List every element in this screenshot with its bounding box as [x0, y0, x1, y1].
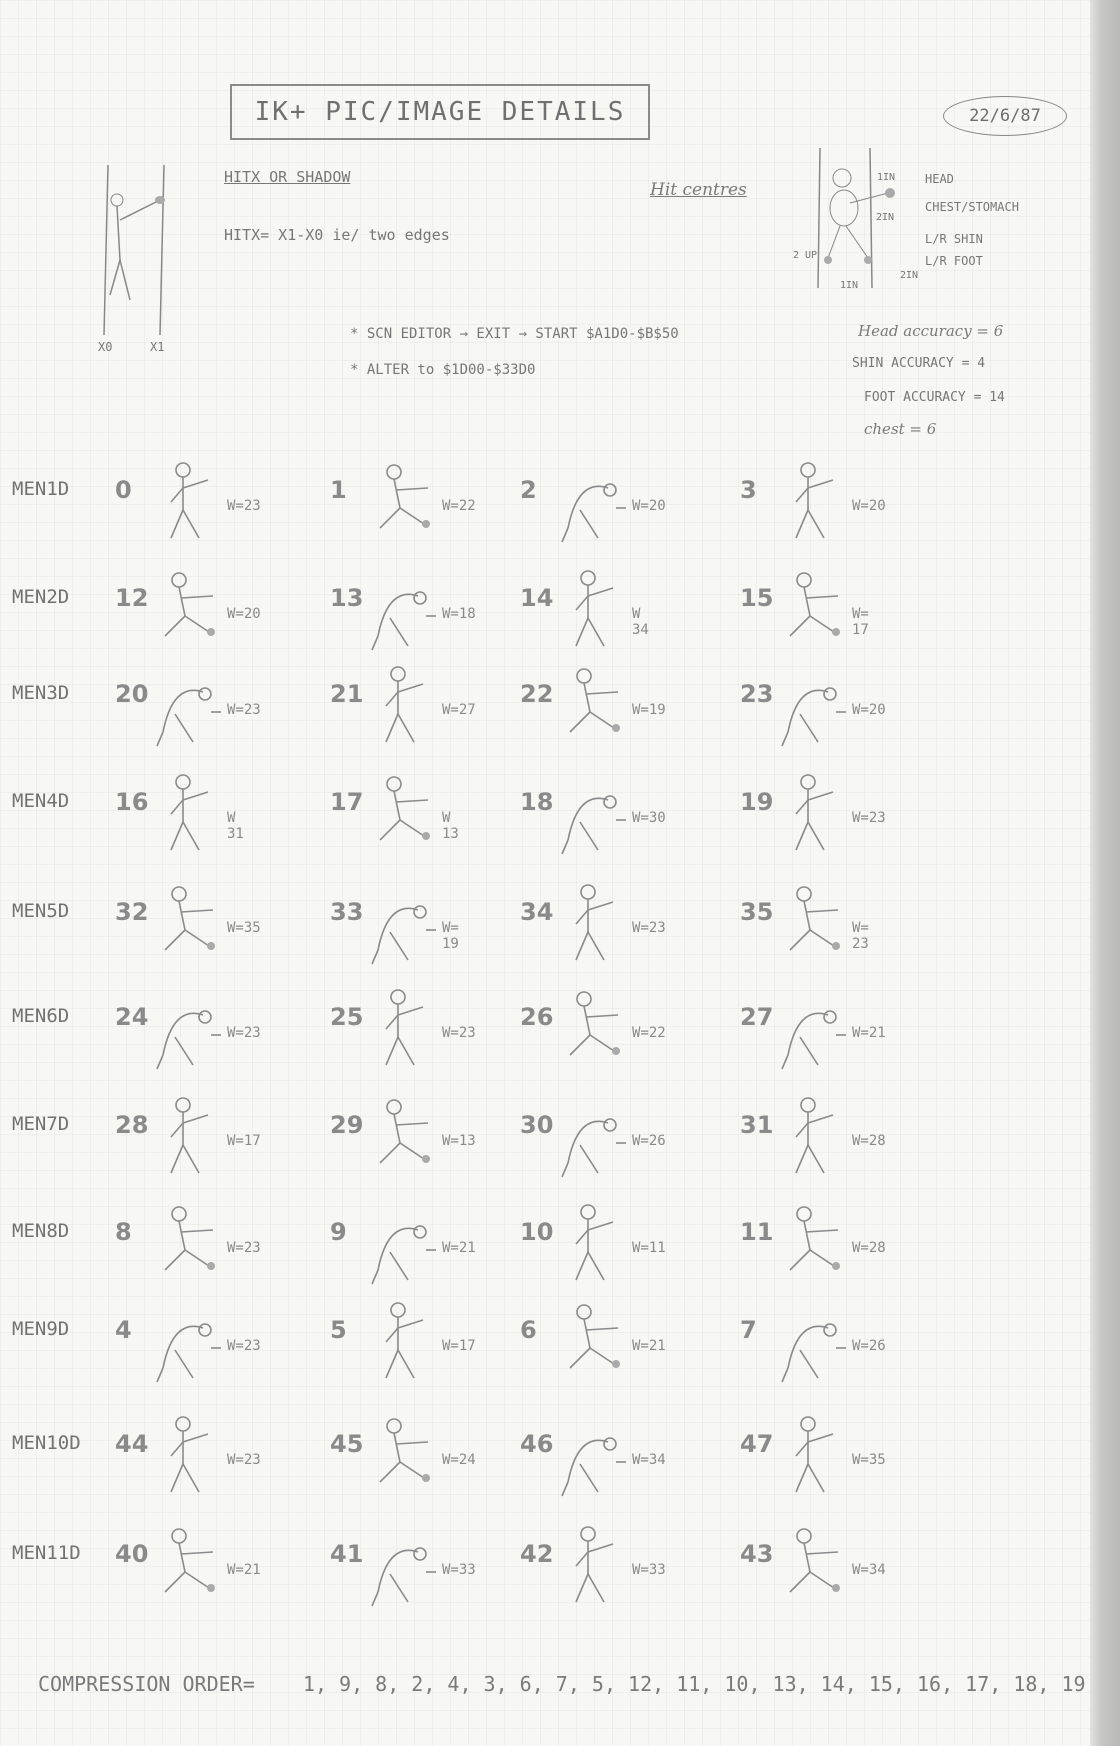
offset-head: 1IN [877, 172, 896, 183]
width-note: W=21 [442, 1240, 476, 1256]
row-label: MEN10D [12, 1432, 81, 1454]
page-title-text: IK+ PIC/IMAGE DETAILS [254, 97, 626, 127]
width-note: W=17 [227, 1133, 261, 1149]
sprite-figure [330, 985, 476, 1085]
row-label: MEN8D [12, 1220, 70, 1242]
width-note: W= 19 [442, 920, 459, 952]
stick-figure-sketch [778, 1412, 848, 1502]
row-label: MEN11D [12, 1542, 81, 1564]
figure-number: 26 [520, 1003, 554, 1031]
row-label: MEN6D [12, 1005, 70, 1027]
width-note: W 31 [227, 810, 244, 842]
stick-figure-sketch [778, 1522, 848, 1612]
width-note: W=20 [227, 606, 261, 622]
stick-figure-sketch [153, 662, 223, 752]
sprite-figure [330, 880, 459, 980]
stick-figure-sketch [558, 1298, 628, 1388]
sprite-figure [740, 662, 886, 762]
sprite-figure [520, 662, 666, 762]
stick-figure-sketch [558, 1522, 628, 1612]
figure-number: 18 [520, 788, 554, 816]
stick-figure-sketch [778, 566, 848, 656]
hitx-formula: HITX= X1-X0 ie/ two edges [224, 226, 450, 244]
figure-number: 8 [115, 1218, 132, 1246]
width-note: W=28 [852, 1133, 886, 1149]
offset-foot-left: 1IN [840, 280, 859, 291]
stick-figure-sketch [778, 1200, 848, 1290]
width-note: W=11 [632, 1240, 666, 1256]
part-shin: L/R SHIN [925, 232, 983, 246]
width-note: W= 17 [852, 606, 869, 638]
sprite-figure [740, 1412, 886, 1512]
figure-number: 25 [330, 1003, 364, 1031]
figure-number: 20 [115, 680, 149, 708]
sprite-figure [740, 1298, 886, 1398]
width-note: W=21 [227, 1562, 261, 1578]
width-note: W=20 [852, 702, 886, 718]
stick-figure-sketch [153, 985, 223, 1075]
stick-figure-sketch [368, 1093, 438, 1183]
figure-number: 19 [740, 788, 774, 816]
stick-figure-sketch [558, 770, 628, 860]
stick-figure-sketch [153, 1093, 223, 1183]
stick-figure-sketch [558, 880, 628, 970]
shadow-diagram [90, 160, 180, 350]
width-note: W=35 [227, 920, 261, 936]
sprite-figure [330, 458, 476, 558]
sprite-figure [740, 880, 869, 980]
figure-number: 24 [115, 1003, 149, 1031]
sprite-figure [115, 985, 261, 1085]
stick-figure-sketch [153, 458, 223, 548]
sprite-figure [520, 985, 666, 1085]
sprite-figure [520, 566, 649, 666]
sprite-figure [740, 1093, 886, 1193]
sprite-figure [115, 770, 244, 870]
sprite-figure [740, 1200, 886, 1300]
figure-number: 30 [520, 1111, 554, 1139]
width-note: W=21 [632, 1338, 666, 1354]
compression-order [38, 1672, 1086, 1696]
width-note: W=23 [227, 1025, 261, 1041]
sprite-figure [740, 985, 886, 1085]
figure-number: 21 [330, 680, 364, 708]
figure-number: 6 [520, 1316, 537, 1344]
figure-number: 3 [740, 476, 757, 504]
figure-number: 40 [115, 1540, 149, 1568]
figure-number: 34 [520, 898, 554, 926]
row-label: MEN5D [12, 900, 70, 922]
edge-label-x1: X1 [150, 340, 165, 354]
sprite-figure [330, 1093, 476, 1193]
stick-figure-sketch [153, 880, 223, 970]
figure-number: 45 [330, 1430, 364, 1458]
width-note: W=34 [852, 1562, 886, 1578]
figure-number: 7 [740, 1316, 757, 1344]
sprite-figure [115, 458, 261, 558]
width-note: W=33 [442, 1562, 476, 1578]
figure-number: 35 [740, 898, 774, 926]
width-note: W=35 [852, 1452, 886, 1468]
scan-edge [1090, 0, 1120, 1746]
sprite-figure [520, 770, 666, 870]
stick-figure-sketch [368, 1298, 438, 1388]
sprite-figure [330, 770, 459, 870]
width-note: W=23 [442, 1025, 476, 1041]
width-note: W=23 [227, 1338, 261, 1354]
stick-figure-sketch [558, 1200, 628, 1290]
reminder-1: * SCN EDITOR → EXIT → START $A1D0-$B$50 [350, 326, 679, 342]
figure-number: 16 [115, 788, 149, 816]
width-note: W=21 [852, 1025, 886, 1041]
stick-figure-sketch [368, 770, 438, 860]
stick-figure-sketch [153, 1298, 223, 1388]
width-note: W=24 [442, 1452, 476, 1468]
figure-number: 0 [115, 476, 132, 504]
sprite-figure [330, 1412, 476, 1512]
hit-centres-heading: Hit centres [650, 180, 747, 200]
stick-figure-sketch [368, 880, 438, 970]
part-head: HEAD [925, 172, 954, 186]
page-title [230, 84, 650, 140]
figure-number: 22 [520, 680, 554, 708]
sprite-figure [520, 1093, 666, 1193]
part-foot: L/R FOOT [925, 254, 983, 268]
stick-figure-sketch [558, 1093, 628, 1183]
figure-number: 15 [740, 584, 774, 612]
figure-number: 10 [520, 1218, 554, 1246]
row-label: MEN4D [12, 790, 70, 812]
stick-figure-sketch [153, 1412, 223, 1502]
sprite-figure [520, 1412, 666, 1512]
sprite-figure [740, 1522, 886, 1622]
width-note: W=23 [227, 1240, 261, 1256]
sprite-figure [740, 566, 869, 666]
row-label: MEN2D [12, 586, 70, 608]
figure-number: 44 [115, 1430, 149, 1458]
hit-centres-diagram [790, 148, 910, 298]
figure-number: 46 [520, 1430, 554, 1458]
width-note: W=23 [227, 1452, 261, 1468]
stick-figure-sketch [558, 458, 628, 548]
width-note: W=22 [632, 1025, 666, 1041]
figure-number: 17 [330, 788, 364, 816]
foot-accuracy: FOOT ACCURACY = 14 [864, 390, 1005, 405]
stick-figure-sketch [368, 1522, 438, 1612]
stick-figure-sketch [778, 880, 848, 970]
sprite-figure [740, 458, 886, 558]
sprite-figure [115, 662, 261, 762]
width-note: W=20 [632, 498, 666, 514]
sprite-figure [330, 566, 476, 666]
figure-number: 43 [740, 1540, 774, 1568]
part-chest: CHEST/STOMACH [925, 200, 1019, 214]
width-note: W= 23 [852, 920, 869, 952]
width-note: W 34 [632, 606, 649, 638]
stick-figure-sketch [153, 770, 223, 860]
figure-number: 47 [740, 1430, 774, 1458]
width-note: W=33 [632, 1562, 666, 1578]
stick-figure-sketch [368, 458, 438, 548]
date-stamp [943, 96, 1067, 136]
sprite-figure [520, 458, 666, 558]
stick-figure-sketch [368, 566, 438, 656]
width-note: W=30 [632, 810, 666, 826]
offset-foot-right: 2IN [900, 270, 919, 281]
compression-order-sequence: 1, 9, 8, 2, 4, 3, 6, 7, 5, 12, 11, 10, 13, 14, 15, 16, 17, 18, 19 [302, 1672, 1086, 1696]
sprite-figure [520, 880, 666, 980]
figure-number: 14 [520, 584, 554, 612]
stick-figure-sketch [153, 1522, 223, 1612]
figure-number: 29 [330, 1111, 364, 1139]
stick-figure-sketch [778, 985, 848, 1075]
row-label: MEN9D [12, 1318, 70, 1340]
row-label: MEN1D [12, 478, 70, 500]
width-note: W=34 [632, 1452, 666, 1468]
stick-figure-sketch [368, 662, 438, 752]
hitx-heading: HITX OR SHADOW [224, 168, 351, 186]
sprite-figure [330, 1522, 476, 1622]
figure-number: 1 [330, 476, 347, 504]
width-note: W 13 [442, 810, 459, 842]
offset-chest: 2IN [876, 212, 895, 223]
stick-figure-sketch [558, 566, 628, 656]
chest-accuracy: chest = 6 [864, 420, 937, 438]
stick-figure-sketch [778, 458, 848, 548]
width-note: W=27 [442, 702, 476, 718]
offset-shin: 2 UP [793, 250, 818, 261]
width-note: W=22 [442, 498, 476, 514]
sprite-figure [520, 1200, 666, 1300]
figure-number: 11 [740, 1218, 774, 1246]
sprite-figure [115, 880, 261, 980]
sprite-figure [115, 1093, 261, 1193]
width-note: W=23 [632, 920, 666, 936]
row-label: MEN3D [12, 682, 70, 704]
sprite-figure [520, 1298, 666, 1398]
figure-number: 13 [330, 584, 364, 612]
width-note: W=13 [442, 1133, 476, 1149]
stick-figure-sketch [153, 1200, 223, 1290]
date-text: 22/6/87 [969, 106, 1041, 126]
sprite-figure [330, 1298, 476, 1398]
figure-number: 42 [520, 1540, 554, 1568]
sprite-figure [740, 770, 886, 870]
figure-number: 2 [520, 476, 537, 504]
row-label: MEN7D [12, 1113, 70, 1135]
sprite-figure [330, 1200, 476, 1300]
shin-accuracy: SHIN ACCURACY = 4 [852, 356, 986, 371]
sprite-figure [520, 1522, 666, 1622]
stick-figure-sketch [368, 1200, 438, 1290]
figure-number: 4 [115, 1316, 132, 1344]
sprite-figure [115, 1200, 261, 1300]
figure-number: 32 [115, 898, 149, 926]
edge-label-x0: X0 [98, 340, 113, 354]
sprite-figure [330, 662, 476, 762]
head-accuracy: Head accuracy = 6 [858, 322, 1004, 340]
sprite-figure [115, 1298, 261, 1398]
stick-figure-sketch [558, 662, 628, 752]
figure-number: 33 [330, 898, 364, 926]
figure-number: 12 [115, 584, 149, 612]
width-note: W=23 [852, 810, 886, 826]
width-note: W=19 [632, 702, 666, 718]
sprite-figure [115, 1522, 261, 1622]
sprite-figure [115, 1412, 261, 1512]
width-note: W=20 [852, 498, 886, 514]
stick-figure-sketch [153, 566, 223, 656]
figure-number: 23 [740, 680, 774, 708]
stick-figure-sketch [778, 770, 848, 860]
width-note: W=17 [442, 1338, 476, 1354]
sprite-figure [115, 566, 261, 666]
stick-figure-sketch [778, 1298, 848, 1388]
figure-number: 27 [740, 1003, 774, 1031]
stick-figure-sketch [778, 1093, 848, 1183]
stick-figure-sketch [368, 1412, 438, 1502]
width-note: W=23 [227, 498, 261, 514]
stick-figure-sketch [778, 662, 848, 752]
stick-figure-sketch [558, 1412, 628, 1502]
width-note: W=28 [852, 1240, 886, 1256]
reminder-2: * ALTER to $1D00-$33D0 [350, 362, 536, 378]
stick-figure-sketch [368, 985, 438, 1075]
compression-order-label: COMPRESSION ORDER= [38, 1672, 255, 1696]
width-note: W=26 [632, 1133, 666, 1149]
figure-number: 5 [330, 1316, 347, 1344]
figure-number: 31 [740, 1111, 774, 1139]
figure-number: 41 [330, 1540, 364, 1568]
stick-figure-sketch [558, 985, 628, 1075]
figure-number: 9 [330, 1218, 347, 1246]
width-note: W=26 [852, 1338, 886, 1354]
width-note: W=23 [227, 702, 261, 718]
width-note: W=18 [442, 606, 476, 622]
figure-number: 28 [115, 1111, 149, 1139]
